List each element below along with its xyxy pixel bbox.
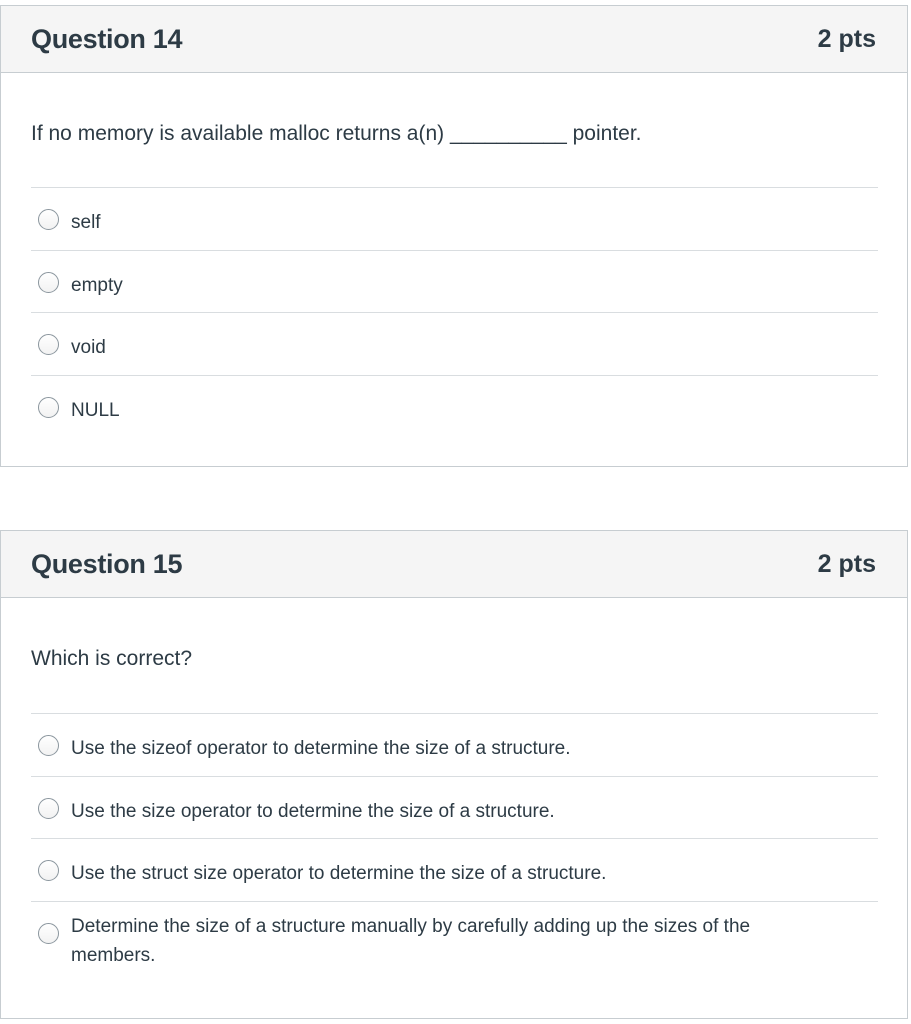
answer-list — [31, 713, 878, 983]
answer-label: Determine the size of a structure manually by carefully adding up the sizes of the members. — [71, 915, 751, 966]
radio-button[interactable] — [38, 923, 59, 944]
answer-label: void — [71, 337, 106, 358]
question-card-14 — [0, 5, 908, 467]
question-header — [1, 6, 907, 73]
answer-option[interactable] — [31, 713, 878, 776]
answer-label: self — [71, 212, 101, 233]
radio-button[interactable] — [38, 397, 59, 418]
radio-button[interactable] — [38, 735, 59, 756]
answer-option[interactable] — [31, 312, 878, 375]
answer-label: Use the size operator to determine the size of a structure. — [71, 800, 555, 822]
question-card-15 — [0, 530, 908, 1019]
answer-label: NULL — [71, 399, 120, 421]
radio-button[interactable] — [38, 272, 59, 293]
radio-button[interactable] — [38, 860, 59, 881]
radio-button[interactable] — [38, 798, 59, 819]
answer-label: Use the struct size operator to determine the size of a structure. — [71, 863, 607, 884]
question-points: 2 pts — [817, 25, 876, 53]
answer-option[interactable] — [31, 187, 878, 250]
answer-label: empty — [71, 274, 123, 296]
answer-label: Use the sizeof operator to determine the size of a structure. — [71, 738, 571, 759]
answer-option[interactable] — [31, 838, 878, 901]
answer-list — [31, 187, 878, 437]
question-header — [1, 531, 907, 598]
question-title: Question 15 — [31, 549, 183, 579]
question-title: Question 14 — [31, 24, 183, 54]
radio-button[interactable] — [38, 334, 59, 355]
answer-option[interactable] — [31, 250, 878, 313]
question-points: 2 pts — [817, 550, 876, 578]
answer-option[interactable] — [31, 776, 878, 839]
question-text: Which is correct? — [31, 647, 193, 670]
answer-option[interactable] — [31, 901, 878, 983]
radio-button[interactable] — [38, 209, 59, 230]
answer-option[interactable] — [31, 375, 878, 438]
question-text: If no memory is available malloc returns a(n) __________ pointer. — [31, 122, 642, 145]
